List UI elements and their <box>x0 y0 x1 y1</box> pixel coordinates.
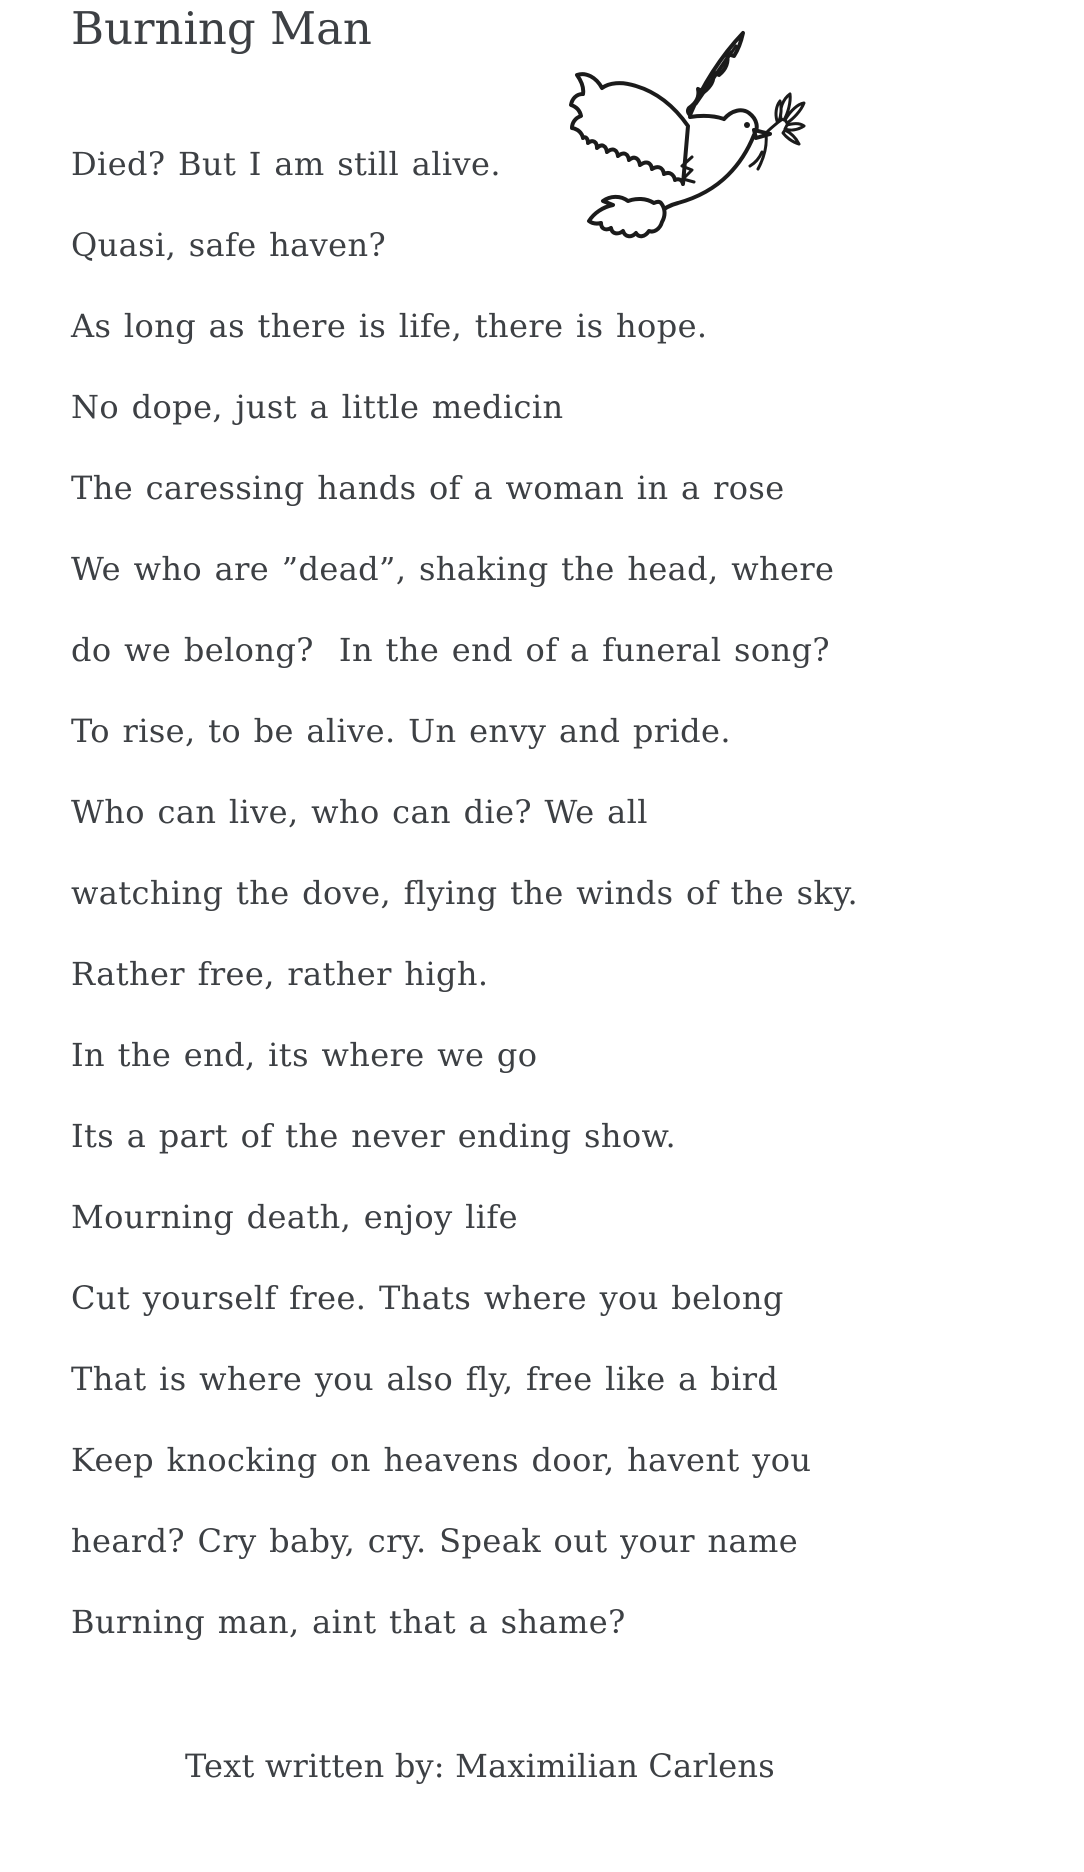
poem-line: Burning man, aint that a shame? <box>71 1603 626 1641</box>
poem-line: The caressing hands of a woman in a rose <box>71 469 785 507</box>
poem-line: To rise, to be alive. Un envy and pride. <box>71 712 731 750</box>
poem-line: Who can live, who can die? We all <box>71 793 648 831</box>
poem-line: Its a part of the never ending show. <box>71 1117 677 1155</box>
poem-line: Died? But I am still alive. <box>71 145 501 183</box>
page-title: Burning Man <box>71 2 372 55</box>
poem-line: Cut yourself free. Thats where you belong <box>71 1279 784 1317</box>
poem-line: No dope, just a little medicin <box>71 388 564 426</box>
poem-line: Rather free, rather high. <box>71 955 489 993</box>
poem-line: Mourning death, enjoy life <box>71 1198 518 1236</box>
poem <box>71 124 858 1663</box>
poem-line: heard? Cry baby, cry. Speak out your name <box>71 1522 799 1560</box>
poem-line: do we belong? In the end of a funeral song? <box>71 631 830 669</box>
poem-line: Quasi, safe haven? <box>71 226 387 264</box>
poem-line: That is where you also fly, free like a bird <box>71 1360 779 1398</box>
poem-line: In the end, its where we go <box>71 1036 538 1074</box>
poem-line: We who are ”dead”, shaking the head, where <box>71 550 835 588</box>
poem-line: As long as there is life, there is hope. <box>71 307 708 345</box>
attribution: Text written by: Maximilian Carlens <box>185 1747 775 1785</box>
poem-line: watching the dove, flying the winds of the sky. <box>71 874 859 912</box>
poem-line: Keep knocking on heavens door, havent you <box>71 1441 812 1479</box>
